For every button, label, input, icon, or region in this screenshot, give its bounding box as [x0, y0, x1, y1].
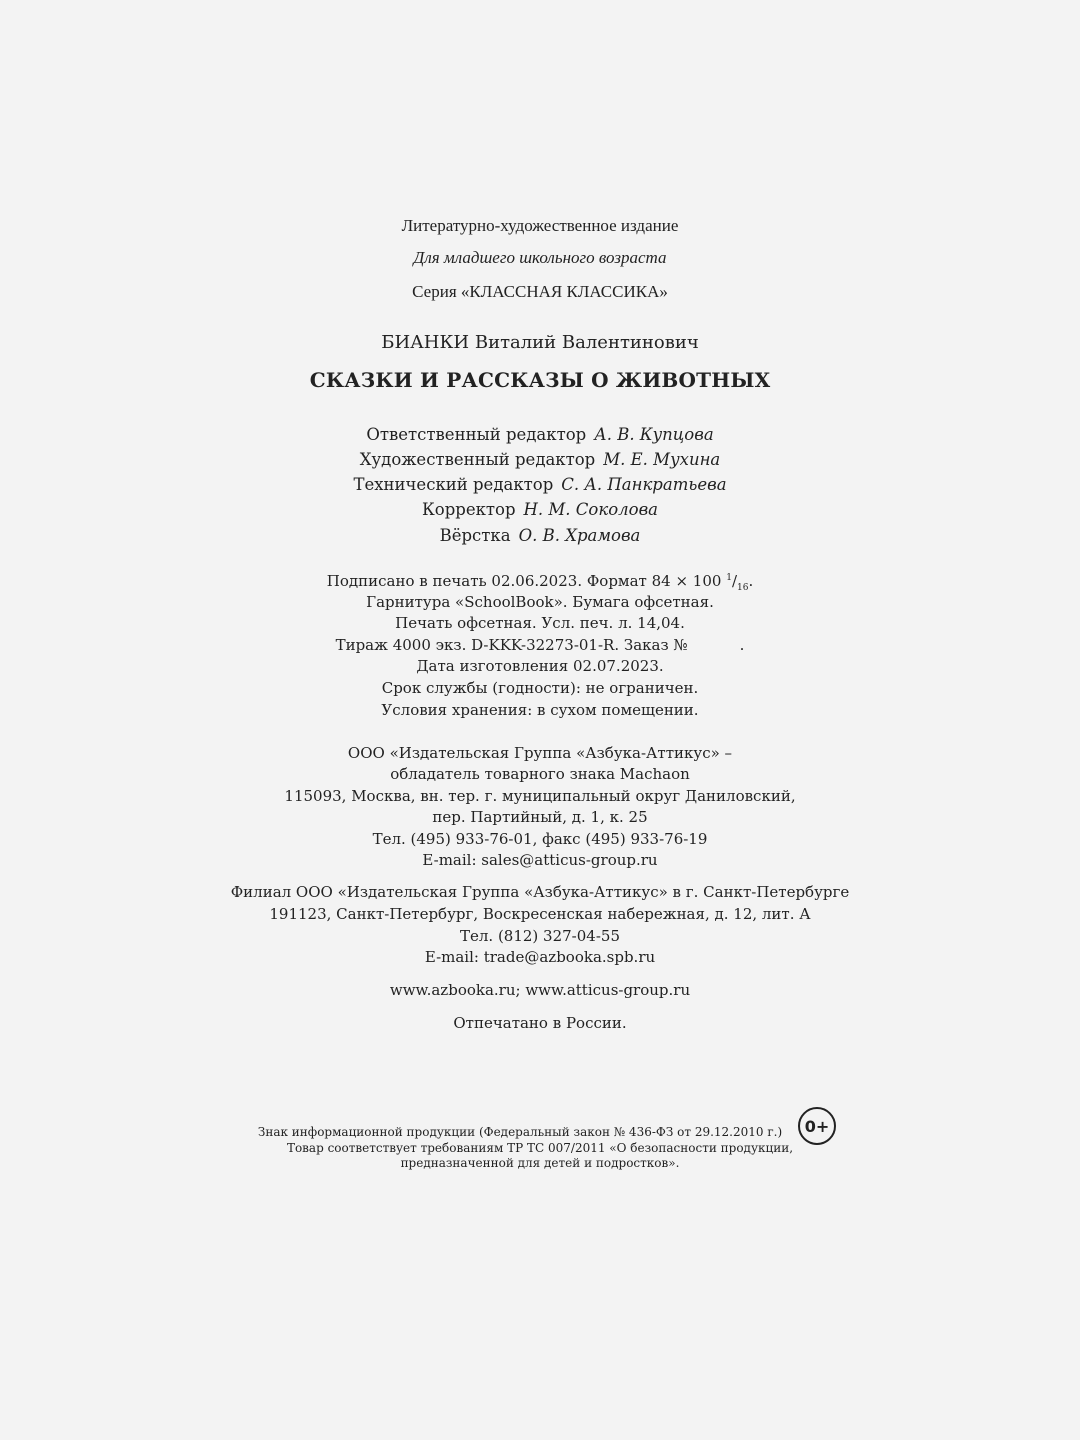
- publisher-name: ООО «Издательская Группа «Азбука-Аттикус» –: [347, 744, 733, 762]
- editor-line: [0, 500, 1080, 520]
- websites: www.azbooka.ru; www.atticus-group.ru: [389, 981, 691, 999]
- branch-email: E-mail: trade@azbooka.spb.ru: [424, 948, 656, 966]
- editor-role: Вёрстка: [439, 526, 511, 545]
- publisher-address-1: 115093, Москва, вн. тер. г. муниципальный округ Даниловский,: [284, 787, 796, 805]
- editor-role: Художественный редактор: [359, 450, 596, 469]
- circulation-text: Тираж 4000 экз. D-KKK-32273-01-R. Заказ №: [335, 636, 688, 654]
- format-denominator: 16: [737, 583, 749, 593]
- storage-conditions: Условия хранения: в сухом помещении.: [381, 701, 699, 719]
- editor-role: Корректор: [421, 500, 516, 519]
- info-product-law: Знак информационной продукции (Федеральный закон № 436-ФЗ от 29.12.2010 г.): [257, 1125, 783, 1139]
- tr-compliance-1: Товар соответствует требованиям ТР ТС 007/2011 «О безопасности продукции,: [286, 1141, 794, 1155]
- shelf-life: Срок службы (годности): не ограничен.: [381, 679, 699, 697]
- editor-name: О. В. Храмова: [518, 526, 641, 545]
- editor-role: Ответственный редактор: [366, 425, 587, 444]
- manufacture-date: Дата изготовления 02.07.2023.: [416, 657, 664, 675]
- branch-name: Филиал ООО «Издательская Группа «Азбука-Аттикус» в г. Санкт-Петербурге: [230, 883, 850, 901]
- circulation: [0, 635, 1080, 655]
- editor-name: А. В. Купцова: [594, 425, 714, 444]
- signed-to-print: [0, 571, 1080, 591]
- edition-type: Литературно-художественное издание: [401, 216, 679, 235]
- age-rating-badge: 0+: [798, 1107, 836, 1145]
- editor-line: [0, 526, 1080, 546]
- editor-line: [0, 425, 1080, 445]
- format-end: .: [748, 572, 754, 590]
- book-title: СКАЗКИ И РАССКАЗЫ О ЖИВОТНЫХ: [309, 368, 771, 392]
- publisher-phone: Тел. (495) 933-76-01, факс (495) 933-76-19: [372, 830, 708, 848]
- format-slash: /: [731, 572, 737, 590]
- editor-role: Технический редактор: [353, 475, 554, 494]
- editor-line: [0, 475, 1080, 495]
- typeface: Гарнитура «SchoolBook». Бумага офсетная.: [366, 593, 714, 611]
- publisher-email: E-mail: sales@atticus-group.ru: [422, 851, 658, 869]
- age-group: Для младшего школьного возраста: [413, 248, 667, 267]
- publisher-address-2: пер. Партийный, д. 1, к. 25: [432, 808, 648, 826]
- branch-address: 191123, Санкт-Петербург, Воскресенская набережная, д. 12, лит. А: [269, 905, 811, 923]
- editor-name: С. А. Панкратьева: [561, 475, 727, 494]
- editor-name: Н. М. Соколова: [523, 500, 659, 519]
- signed-text: Подписано в печать 02.06.2023. Формат 84 × 100: [326, 572, 727, 590]
- printing: Печать офсетная. Усл. печ. л. 14,04.: [395, 614, 685, 632]
- printed-in: Отпечатано в России.: [453, 1014, 627, 1032]
- publisher-trademark: обладатель товарного знака Machaon: [390, 765, 690, 783]
- tr-compliance-2: предназначенной для детей и подростков».: [400, 1156, 680, 1170]
- author: БИАНКИ Виталий Валентинович: [381, 332, 699, 353]
- editor-name: М. Е. Мухина: [603, 450, 721, 469]
- series: Серия «КЛАССНАЯ КЛАССИКА»: [412, 282, 668, 301]
- circulation-end: .: [739, 636, 745, 654]
- branch-phone: Тел. (812) 327-04-55: [460, 927, 620, 945]
- format-numerator: 1: [726, 573, 732, 583]
- editor-line: [0, 450, 1080, 470]
